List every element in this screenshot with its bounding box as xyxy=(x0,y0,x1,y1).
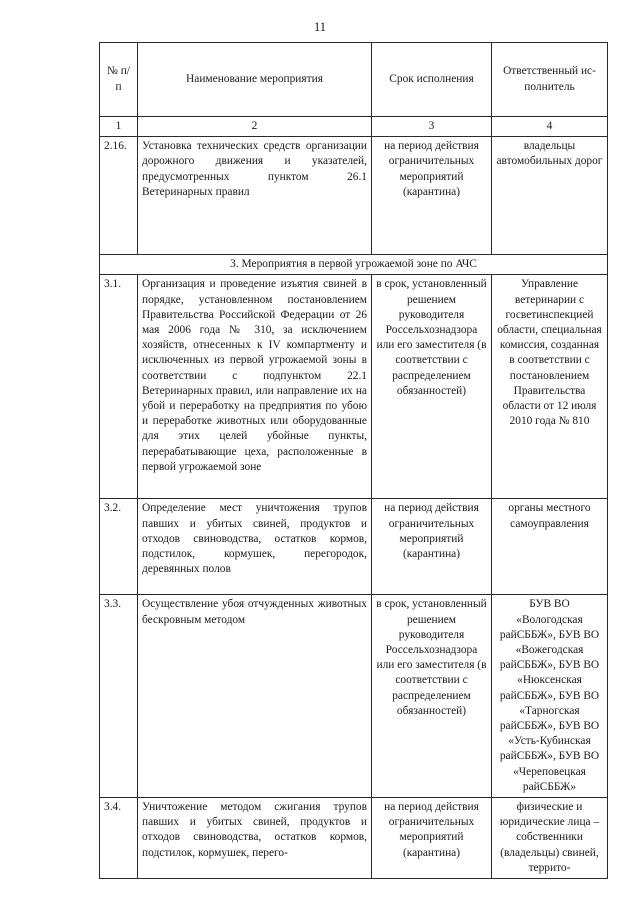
header-term: Срок исполнения xyxy=(372,43,492,117)
row-number: 3.1. xyxy=(100,275,138,499)
measure-term: на период действия ограничительных мероприятий (карантина) xyxy=(372,499,492,595)
measure-term: в срок, установленный решением руководителя Россельхознадзора или его заместителя (в соответствии с распределением обязанностей) xyxy=(372,595,492,798)
measure-name: Организация и проведение изъятия свиней в порядке, установленном постановлением Правительства Российской Федерации от 26 мая 2006 года № 310, за исключением хозяйств, отнесенных к IV компартменту и исключенных из первой угрожаемой зоны в соответствии с подпунктом 22.1 Ветеринарных правил, или направление их на убой и переработку на предприятия по убою и переработке животных или оборудованные для этих целей убойные пункты, перерабатывающие цеха, расположенные в первой угрожаемой зоне xyxy=(138,275,372,499)
measure-responsible: Управление ветеринарии с госветинспекцией области, специальная комиссия, созданная в соответствии с постановлением Правительства области от 12 июля 2010 года № 810 xyxy=(492,275,608,499)
column-index: 2 xyxy=(138,117,372,137)
measure-term: на период действия ограничительных мероприятий (карантина) xyxy=(372,137,492,255)
measure-name: Осуществление убоя отчужденных животных бескровным методом xyxy=(138,595,372,798)
column-index: 4 xyxy=(492,117,608,137)
measure-responsible: органы местного самоуправления xyxy=(492,499,608,595)
table-row xyxy=(100,137,608,255)
table-row xyxy=(100,499,608,595)
measure-responsible: физические и юридические лица – собственники (владельцы) свиней, террито- xyxy=(492,798,608,879)
table-row xyxy=(100,275,608,499)
measure-term: в срок, установленный решением руководителя Россельхознадзора или его заместителя (в соответствии с распределением обязанностей) xyxy=(372,275,492,499)
column-index-row xyxy=(100,117,608,137)
row-number: 3.2. xyxy=(100,499,138,595)
header-responsible: Ответственный ис-полнитель xyxy=(492,43,608,117)
table-row xyxy=(100,595,608,798)
column-index: 1 xyxy=(100,117,138,137)
measure-responsible: владельцы автомобильных дорог xyxy=(492,137,608,255)
row-number: 3.4. xyxy=(100,798,138,879)
page-number: 11 xyxy=(313,20,327,34)
column-index: 3 xyxy=(372,117,492,137)
table-row xyxy=(100,798,608,879)
measure-name: Определение мест уничтожения трупов павших и убитых свиней, продуктов и отходов свиноводства, остатков кормов, подстилок, кормушек, перегородок, деревянных полов xyxy=(138,499,372,595)
row-number: 2.16. xyxy=(100,137,138,255)
header-num: № п/п xyxy=(100,43,138,117)
header-name: Наименование мероприятия xyxy=(138,43,372,117)
row-number: 3.3. xyxy=(100,595,138,798)
measure-name: Установка технических средств организации дорожного движения и указателей, предусмотренных пунктом 26.1 Ветеринарных правил xyxy=(138,137,372,255)
section-title: 3. Мероприятия в первой угрожаемой зоне по АЧС xyxy=(100,255,608,275)
measure-name: Уничтожение методом сжигания трупов павших и убитых свиней, продуктов и отходов свиноводства, остатков кормов, подстилок, кормушек, перего- xyxy=(138,798,372,879)
table-header-row xyxy=(100,43,608,117)
measure-responsible: БУВ ВО «Вологодская райСББЖ», БУВ ВО «Вожегодская райСББЖ», БУВ ВО «Нюксенская райСББЖ», БУВ ВО «Тарногская райСББЖ», БУВ ВО «Усть-Кубинская райСББЖ», БУВ ВО «Череповецкая райСББЖ» xyxy=(492,595,608,798)
section-heading-row xyxy=(100,255,608,275)
measure-term: на период действия ограничительных мероприятий (карантина) xyxy=(372,798,492,879)
measures-table xyxy=(99,42,608,879)
